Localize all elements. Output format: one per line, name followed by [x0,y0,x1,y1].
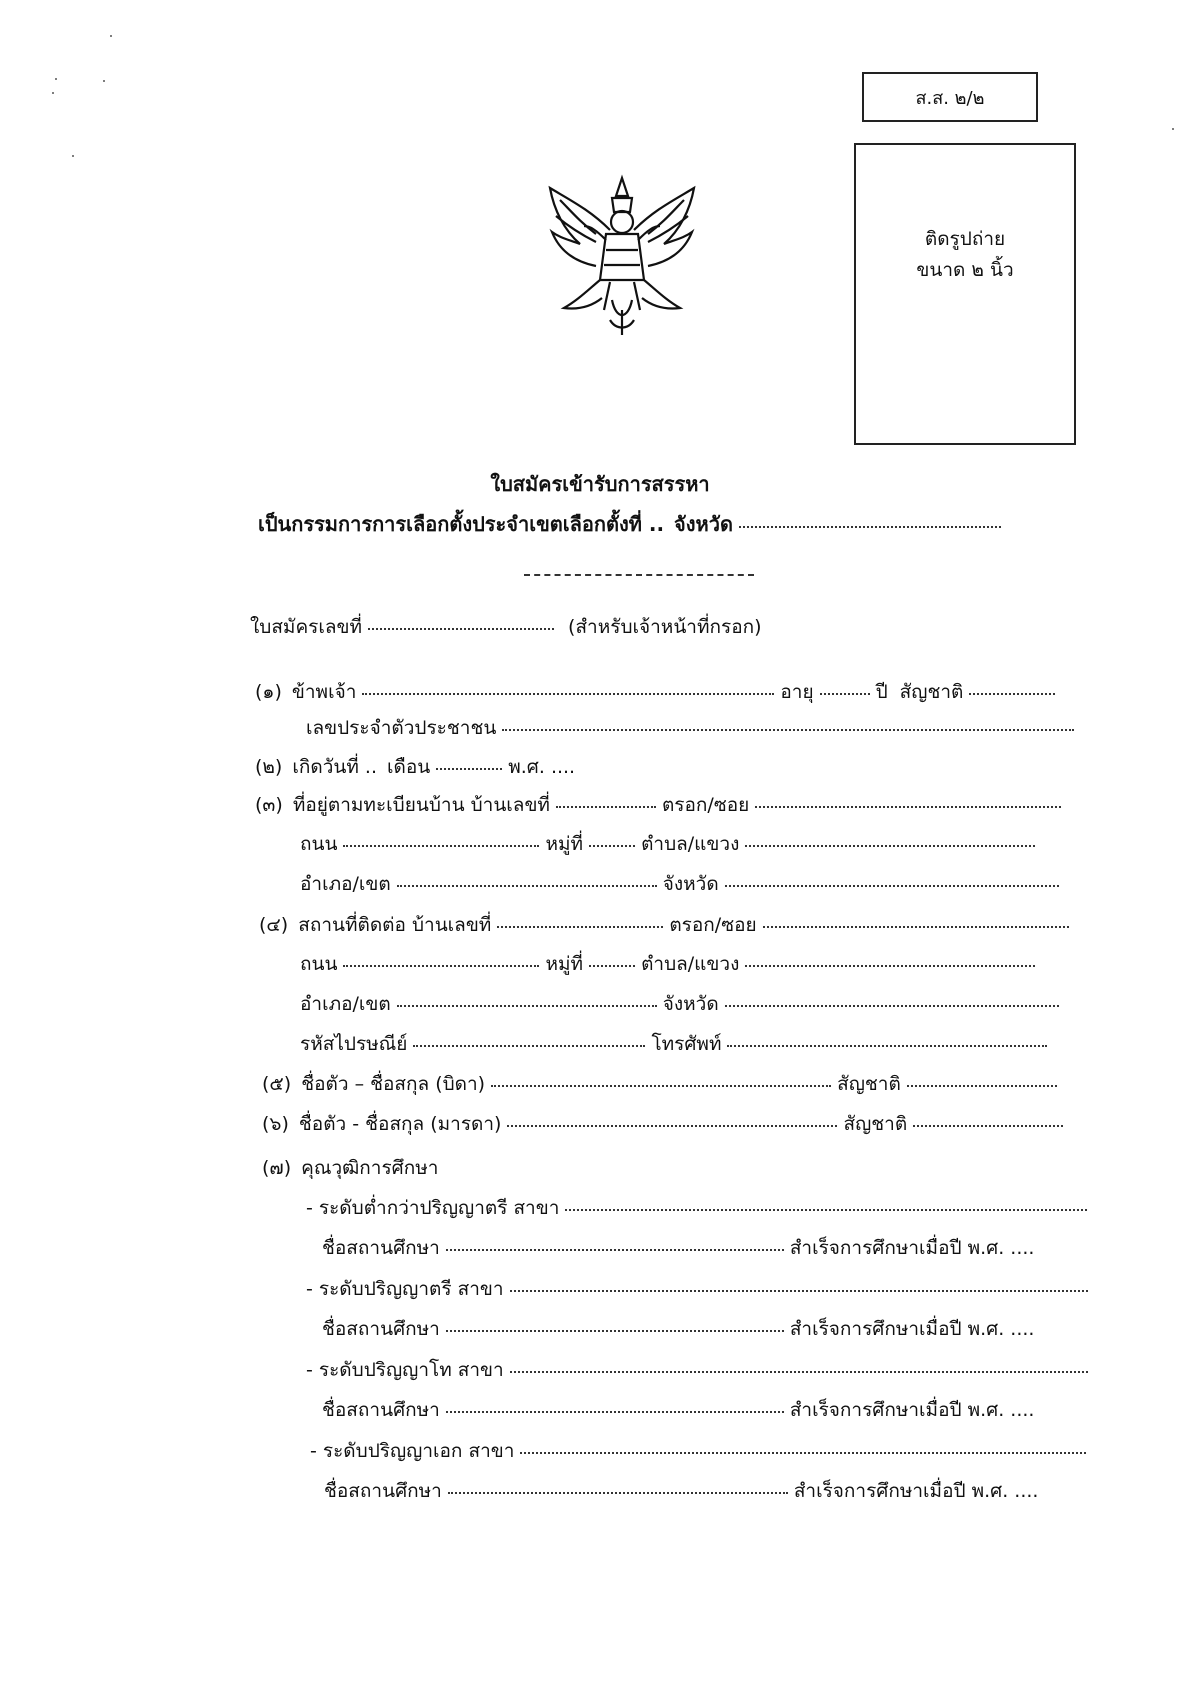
contact-province-label: จังหวัด [662,993,719,1015]
application-number-field[interactable] [368,627,554,630]
id-row [306,713,1080,743]
age-label: อายุ [780,681,814,703]
scan-speck [72,155,74,157]
photo-label-line2: ขนาด ๒ นิ้ว [916,259,1014,281]
house-address-label: ที่อยู่ตามทะเบียนบ้าน บ้านเลขที่ [292,794,550,816]
application-number-label: ใบสมัครเลขที่ [250,616,363,638]
amphoe-label: อำเภอ/เขต [300,873,391,895]
graduated-label: สำเร็จการศึกษาเมื่อปี พ.ศ. .... [793,1480,1039,1502]
photo-label-line1: ติดรูปถ่าย [924,228,1006,250]
level-1-field[interactable] [565,1208,1087,1211]
photo-box [854,143,1076,445]
month-field[interactable] [436,767,502,770]
level-4-field[interactable] [520,1451,1086,1454]
item-3-row [255,790,1067,820]
level-3-field[interactable] [510,1370,1088,1373]
tambon-label: ตำบล/แขวง [641,833,740,855]
alley-field[interactable] [755,805,1061,808]
subtitle-part1: เป็นกรรมการการเลือกตั้งประจำเขตเลือกตั้งที่ .. [258,512,665,536]
contact-tambon-label: ตำบล/แขวง [641,953,740,975]
applicant-name-field[interactable] [362,692,774,695]
province-field[interactable] [739,525,1001,528]
item-2-row [255,752,575,782]
contact-amphoe-field[interactable] [397,1004,657,1007]
amphoe-field[interactable] [397,884,657,887]
moo-label: หมู่ที่ [545,833,584,855]
scan-speck [103,80,105,82]
father-nationality-field[interactable] [907,1084,1057,1087]
item-1-name-label: ข้าพเจ้า [291,681,357,703]
school-label: ชื่อสถานศึกษา [322,1237,440,1259]
contact-province-field[interactable] [725,1004,1059,1007]
postal-field[interactable] [413,1044,645,1047]
level-1-school-field[interactable] [446,1248,784,1251]
title-divider [524,574,754,576]
photo-box-label [854,224,1076,286]
moo-field[interactable] [589,844,635,847]
level-3-school-row [322,1395,1034,1425]
father-nationality-label: สัญชาติ [837,1073,901,1095]
graduated-label: สำเร็จการศึกษาเมื่อปี พ.ศ. .... [789,1318,1035,1340]
item-2-number: (๒) [255,756,283,778]
level-4-label: - ระดับปริญญาเอก สาขา [310,1440,515,1462]
mother-label: ชื่อตัว - ชื่อสกุล (มารดา) [298,1113,502,1135]
level-2-label: - ระดับปริญญาตรี สาขา [306,1278,504,1300]
item-5-number: (๕) [262,1073,292,1095]
item-3-road-row [300,829,1041,859]
graduated-label: สำเร็จการศึกษาเมื่อปี พ.ศ. .... [789,1237,1035,1259]
level-3-label: - ระดับปริญญาโท สาขา [306,1359,504,1381]
id-label: เลขประจำตัวประชาชน [306,717,497,739]
province-label: จังหวัด [662,873,719,895]
form-code: ส.ส. ๒/๒ [862,72,1038,122]
item-3-amphoe-row [300,869,1065,899]
item-3-number: (๓) [255,794,283,816]
level-4-school-field[interactable] [448,1491,788,1494]
level-1-label: - ระดับต่ำกว่าปริญญาตรี สาขา [306,1197,560,1219]
level-2-school-field[interactable] [446,1329,784,1332]
contact-amphoe-label: อำเภอ/เขต [300,993,391,1015]
item-5-row [262,1069,1063,1099]
phone-field[interactable] [727,1044,1047,1047]
contact-road-label: ถนน [300,953,338,975]
school-label: ชื่อสถานศึกษา [322,1318,440,1340]
graduated-label: สำเร็จการศึกษาเมื่อปี พ.ศ. .... [789,1399,1035,1421]
alley-label: ตรอก/ซอย [661,794,750,816]
contact-road-field[interactable] [343,964,539,967]
mother-nationality-field[interactable] [913,1124,1063,1127]
item-6-number: (๖) [262,1113,289,1135]
contact-moo-label: หมู่ที่ [545,953,584,975]
item-7-number: (๗) [262,1157,292,1179]
application-number-row [250,612,762,642]
province-field-3[interactable] [725,884,1059,887]
year-label: ปี [875,681,888,703]
contact-label: สถานที่ติดต่อ บ้านเลขที่ [298,914,492,936]
item-4-row [259,910,1075,940]
contact-alley-label: ตรอก/ซอย [669,914,757,936]
level-4-row [310,1436,1092,1466]
phone-label: โทรศัพท์ [651,1033,722,1055]
education-label: คุณวุฒิการศึกษา [301,1157,439,1179]
level-4-school-row [324,1476,1038,1506]
road-field[interactable] [343,844,539,847]
tambon-field[interactable] [745,844,1035,847]
contact-house-field[interactable] [497,925,663,928]
father-name-field[interactable] [491,1084,831,1087]
garuda-emblem-icon [540,170,705,342]
level-3-row [306,1355,1094,1385]
level-2-school-row [322,1314,1034,1344]
item-1-number: (๑) [255,681,282,703]
scan-speck [110,35,112,37]
scan-speck [55,78,57,80]
form-title: ใบสมัครเข้ารับการสรรหา [490,472,710,496]
item-6-row [262,1109,1069,1139]
id-field[interactable] [502,728,1074,731]
form-subtitle [258,508,1007,540]
subtitle-province: จังหวัด [674,512,733,536]
mother-nationality-label: สัญชาติ [843,1113,908,1135]
school-label: ชื่อสถานศึกษา [324,1480,442,1502]
application-note: (สำหรับเจ้าหน้าที่กรอก) [568,616,762,638]
father-label: ชื่อตัว – ชื่อสกุล (บิดา) [301,1073,486,1095]
level-1-school-row [322,1233,1034,1263]
item-4-postal-row [300,1029,1053,1059]
scan-speck [52,92,54,94]
born-label: เกิดวันที่ .. [292,756,377,778]
scan-speck [1172,128,1174,130]
school-label: ชื่อสถานศึกษา [322,1399,440,1421]
item-4-road-row [300,949,1041,979]
contact-alley-field[interactable] [763,925,1069,928]
road-label: ถนน [300,833,338,855]
item-4-number: (๔) [259,914,289,936]
nationality-field[interactable] [969,692,1055,695]
postal-label: รหัสไปรษณีย์ [300,1033,408,1055]
mother-name-field[interactable] [507,1124,837,1127]
level-2-field[interactable] [510,1289,1088,1292]
month-label: เดือน [387,756,431,778]
age-field[interactable] [820,692,870,695]
level-3-school-field[interactable] [446,1410,784,1413]
be-label: พ.ศ. .... [508,756,576,778]
nationality-label: สัญชาติ [899,681,964,703]
item-1-row [255,677,1061,707]
level-2-row [306,1274,1094,1304]
contact-tambon-field[interactable] [745,964,1035,967]
item-7-row [262,1153,438,1183]
item-4-amphoe-row [300,989,1065,1019]
level-1-row [306,1193,1093,1223]
contact-moo-field[interactable] [589,964,635,967]
house-number-field[interactable] [556,805,656,808]
